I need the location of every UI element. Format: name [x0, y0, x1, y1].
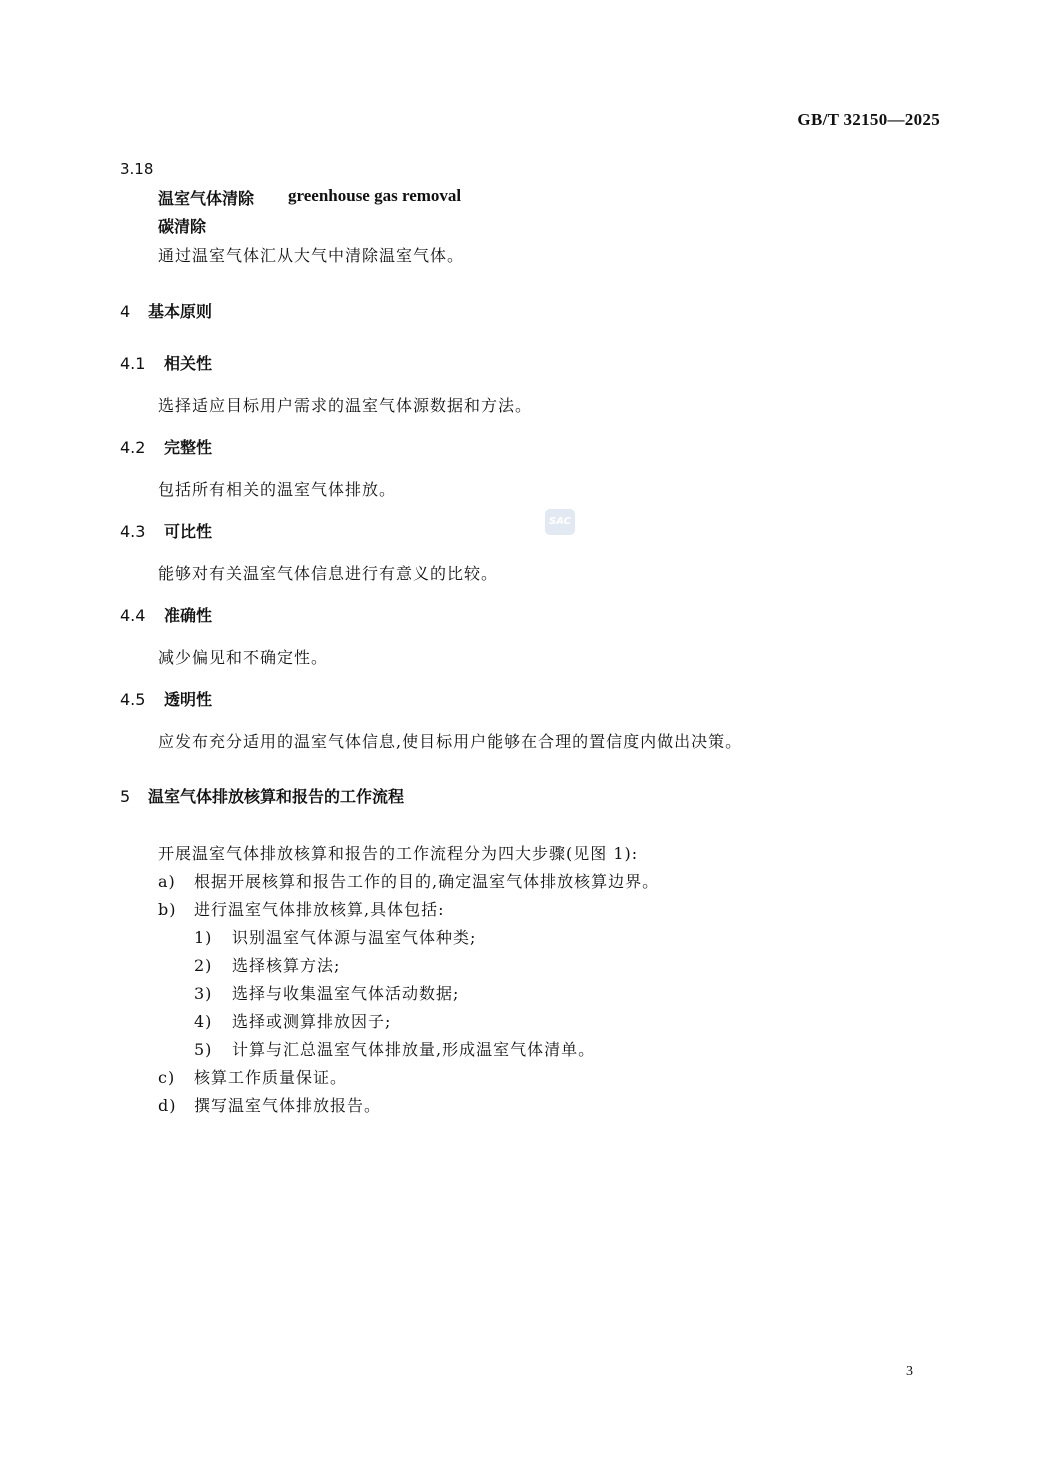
- subsection-title: 准确性: [164, 606, 213, 625]
- list-item-text: 进行温室气体排放核算,具体包括:: [194, 900, 445, 919]
- list-item-label: b): [158, 900, 177, 919]
- subsection-text: 包括所有相关的温室气体排放。: [158, 480, 397, 499]
- list-item-text: 核算工作质量保证。: [194, 1068, 348, 1087]
- subsection-title: 可比性: [164, 522, 213, 541]
- subsection-text: 选择适应目标用户需求的温室气体源数据和方法。: [158, 396, 533, 415]
- sub-list-item-text: 选择或测算排放因子;: [232, 1012, 392, 1031]
- term-chinese: 温室气体清除: [158, 189, 255, 208]
- section-title: 温室气体排放核算和报告的工作流程: [148, 787, 405, 806]
- subsection-number: 4.3: [120, 522, 146, 541]
- subsection-title: 相关性: [164, 354, 213, 373]
- subsection-text: 能够对有关温室气体信息进行有意义的比较。: [158, 564, 499, 583]
- sub-list-item-text: 选择与收集温室气体活动数据;: [232, 984, 460, 1003]
- list-item-label: d): [158, 1096, 177, 1115]
- list-item: [158, 1065, 347, 1088]
- section-title: 基本原则: [148, 302, 213, 321]
- list-item-label: a): [158, 872, 176, 891]
- subsection-title: 透明性: [164, 690, 213, 709]
- subsection-title: 完整性: [164, 438, 213, 457]
- sub-list-item: [194, 981, 459, 1004]
- sub-list-item-label: 3): [194, 984, 213, 1003]
- subsection-heading: [120, 435, 212, 458]
- sub-list-item: [194, 925, 476, 948]
- list-item-label: c): [158, 1068, 176, 1087]
- subsection-number: 4.1: [120, 354, 146, 373]
- section-4-heading: [120, 299, 212, 322]
- section-5-intro: 开展温室气体排放核算和报告的工作流程分为四大步骤(见图 1):: [158, 844, 639, 863]
- term-number: 3.18: [120, 160, 154, 178]
- subsection-heading: [120, 351, 212, 374]
- sub-list-item-label: 4): [194, 1012, 213, 1031]
- subsection-text: 应发布充分适用的温室气体信息,使目标用户能够在合理的置信度内做出决策。: [158, 732, 743, 751]
- term-definition: 通过温室气体汇从大气中清除温室气体。: [158, 246, 465, 265]
- subsection-heading: [120, 519, 212, 542]
- list-item: [158, 897, 444, 920]
- list-item-text: 根据开展核算和报告工作的目的,确定温室气体排放核算边界。: [194, 872, 660, 891]
- sub-list-item: [194, 953, 340, 976]
- section-number: 5: [120, 787, 131, 806]
- document-code: GB/T 32150—2025: [797, 110, 940, 129]
- sub-list-item-label: 5): [194, 1040, 213, 1059]
- sub-list-item-label: 1): [194, 928, 213, 947]
- subsection-heading: [120, 603, 212, 626]
- term-synonym: 碳清除: [158, 217, 207, 236]
- section-number: 4: [120, 302, 131, 321]
- section-5-heading: [120, 784, 404, 807]
- sub-list-item: [194, 1037, 595, 1060]
- subsection-number: 4.2: [120, 438, 146, 457]
- sac-watermark-logo: SAC: [545, 509, 575, 535]
- sub-list-item-text: 计算与汇总温室气体排放量,形成温室气体清单。: [232, 1040, 596, 1059]
- sub-list-item-text: 识别温室气体源与温室气体种类;: [232, 928, 477, 947]
- list-item: [158, 1093, 381, 1116]
- list-item-text: 撰写温室气体排放报告。: [194, 1096, 382, 1115]
- page-number: 3: [906, 1364, 913, 1379]
- subsection-heading: [120, 687, 212, 710]
- subsection-number: 4.4: [120, 606, 146, 625]
- term-english: greenhouse gas removal: [288, 186, 462, 205]
- sub-list-item-label: 2): [194, 956, 213, 975]
- sub-list-item-text: 选择核算方法;: [232, 956, 341, 975]
- subsection-number: 4.5: [120, 690, 146, 709]
- list-item: [158, 869, 659, 892]
- sub-list-item: [194, 1009, 391, 1032]
- subsection-text: 减少偏见和不确定性。: [158, 648, 329, 667]
